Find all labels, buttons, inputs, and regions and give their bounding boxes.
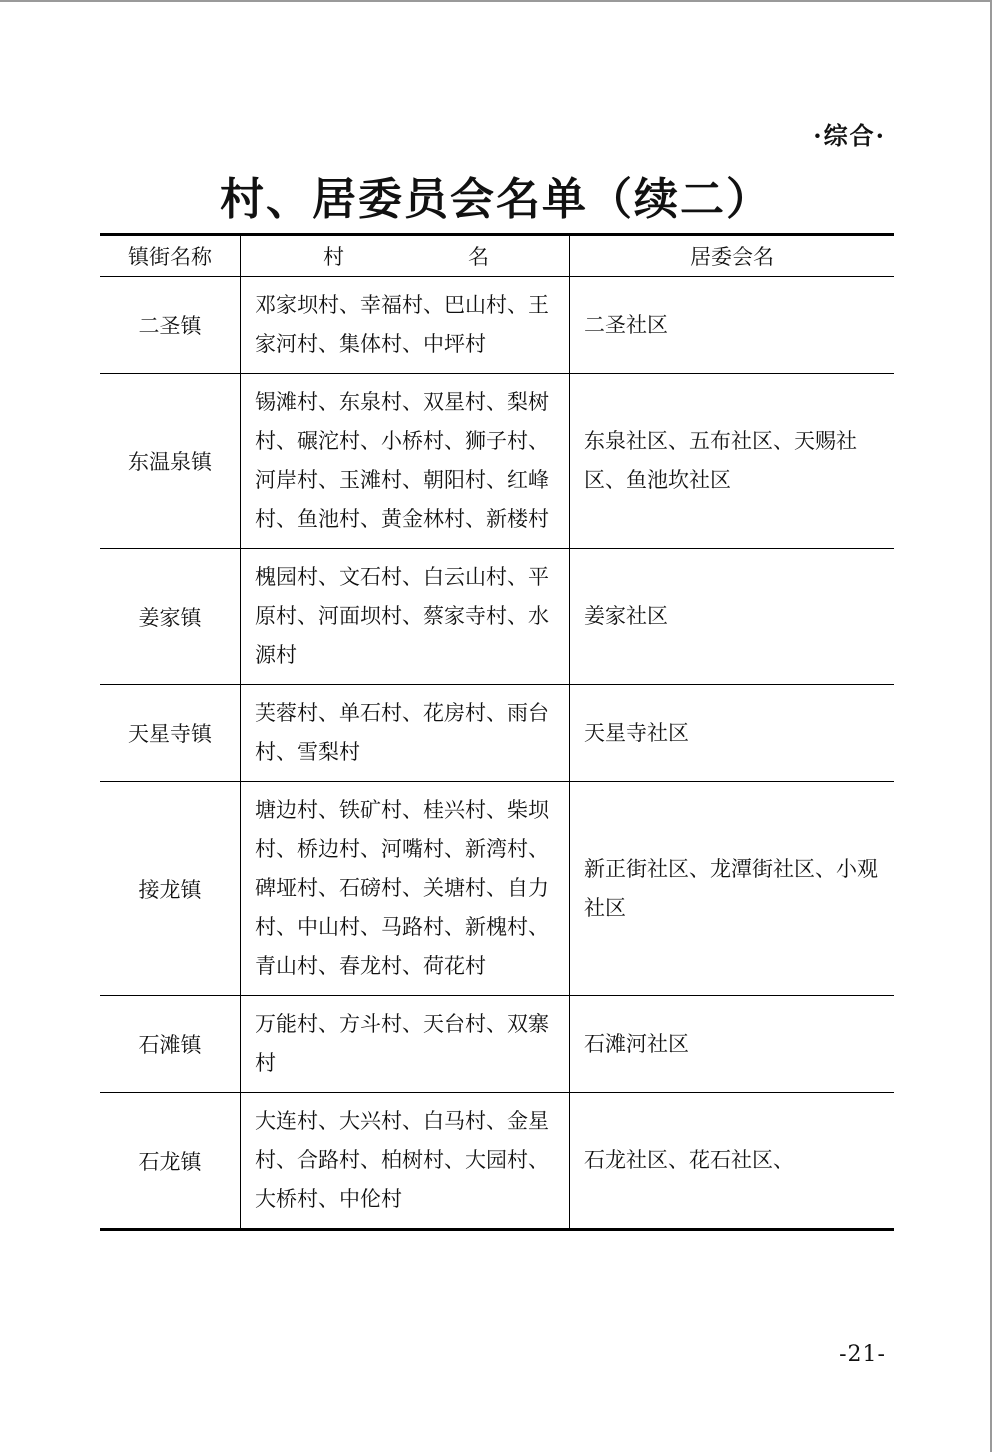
table-row bbox=[100, 374, 894, 549]
page-title: 村、居委员会名单（续二） bbox=[220, 174, 772, 225]
resident-committee-list: 二圣社区 bbox=[584, 312, 668, 337]
town-name: 东温泉镇 bbox=[100, 374, 241, 549]
town-name: 石滩镇 bbox=[100, 996, 241, 1093]
table-row bbox=[100, 685, 894, 782]
table-header-row bbox=[100, 235, 894, 277]
page-top-edge bbox=[0, 0, 992, 2]
village-list: 邓家坝村、幸福村、巴山村、王家河村、集体村、中坪村 bbox=[241, 277, 570, 374]
village-list: 芙蓉村、单石村、花房村、雨台村、雪梨村 bbox=[241, 685, 570, 782]
header-villages-part-1: 村 bbox=[323, 245, 344, 269]
resident-committee-list: 天星寺社区 bbox=[584, 720, 689, 745]
header-villages bbox=[241, 235, 570, 277]
header-town: 镇街名称 bbox=[100, 235, 241, 277]
header-villages-part-2: 名 bbox=[468, 245, 489, 269]
resident-committee-list: 新正街社区、龙潭街社区、小观社区 bbox=[584, 856, 878, 920]
town-name: 二圣镇 bbox=[100, 277, 241, 374]
table-row bbox=[100, 782, 894, 996]
town-name: 石龙镇 bbox=[100, 1093, 241, 1230]
village-list: 万能村、方斗村、天台村、双寨村 bbox=[241, 996, 570, 1093]
table-row bbox=[100, 549, 894, 685]
table-row bbox=[100, 996, 894, 1093]
resident-committee-list: 姜家社区 bbox=[584, 604, 668, 628]
table-row bbox=[100, 1093, 894, 1230]
page-number: -21- bbox=[839, 1342, 886, 1367]
town-name: 姜家镇 bbox=[100, 549, 241, 685]
section-label: ·综合· bbox=[813, 121, 886, 150]
town-name: 接龙镇 bbox=[100, 782, 241, 996]
resident-committee-list: 石龙社区、花石社区、 bbox=[584, 1148, 794, 1172]
resident-committee-list: 东泉社区、五布社区、天赐社区、鱼池坎社区 bbox=[584, 429, 857, 492]
resident-committee-list: 石滩河社区 bbox=[584, 1031, 689, 1056]
village-list: 塘边村、铁矿村、桂兴村、柴坝村、桥边村、河嘴村、新湾村、碑垭村、石磅村、关塘村、自力村、中山村、马路村、新槐村、青山村、春龙村、荷花村 bbox=[241, 782, 570, 996]
header-residents: 居委会名 bbox=[690, 245, 774, 269]
table-row bbox=[100, 277, 894, 374]
village-list: 大连村、大兴村、白马村、金星村、合路村、柏树村、大园村、大桥村、中伦村 bbox=[241, 1093, 570, 1230]
village-list: 锡滩村、东泉村、双星村、梨树村、碾沱村、小桥村、狮子村、河岸村、玉滩村、朝阳村、红峰村、鱼池村、黄金林村、新楼村 bbox=[241, 374, 570, 549]
village-list: 槐园村、文石村、白云山村、平原村、河面坝村、蔡家寺村、水源村 bbox=[241, 549, 570, 685]
village-committee-table bbox=[100, 233, 894, 1231]
town-name: 天星寺镇 bbox=[100, 685, 241, 782]
